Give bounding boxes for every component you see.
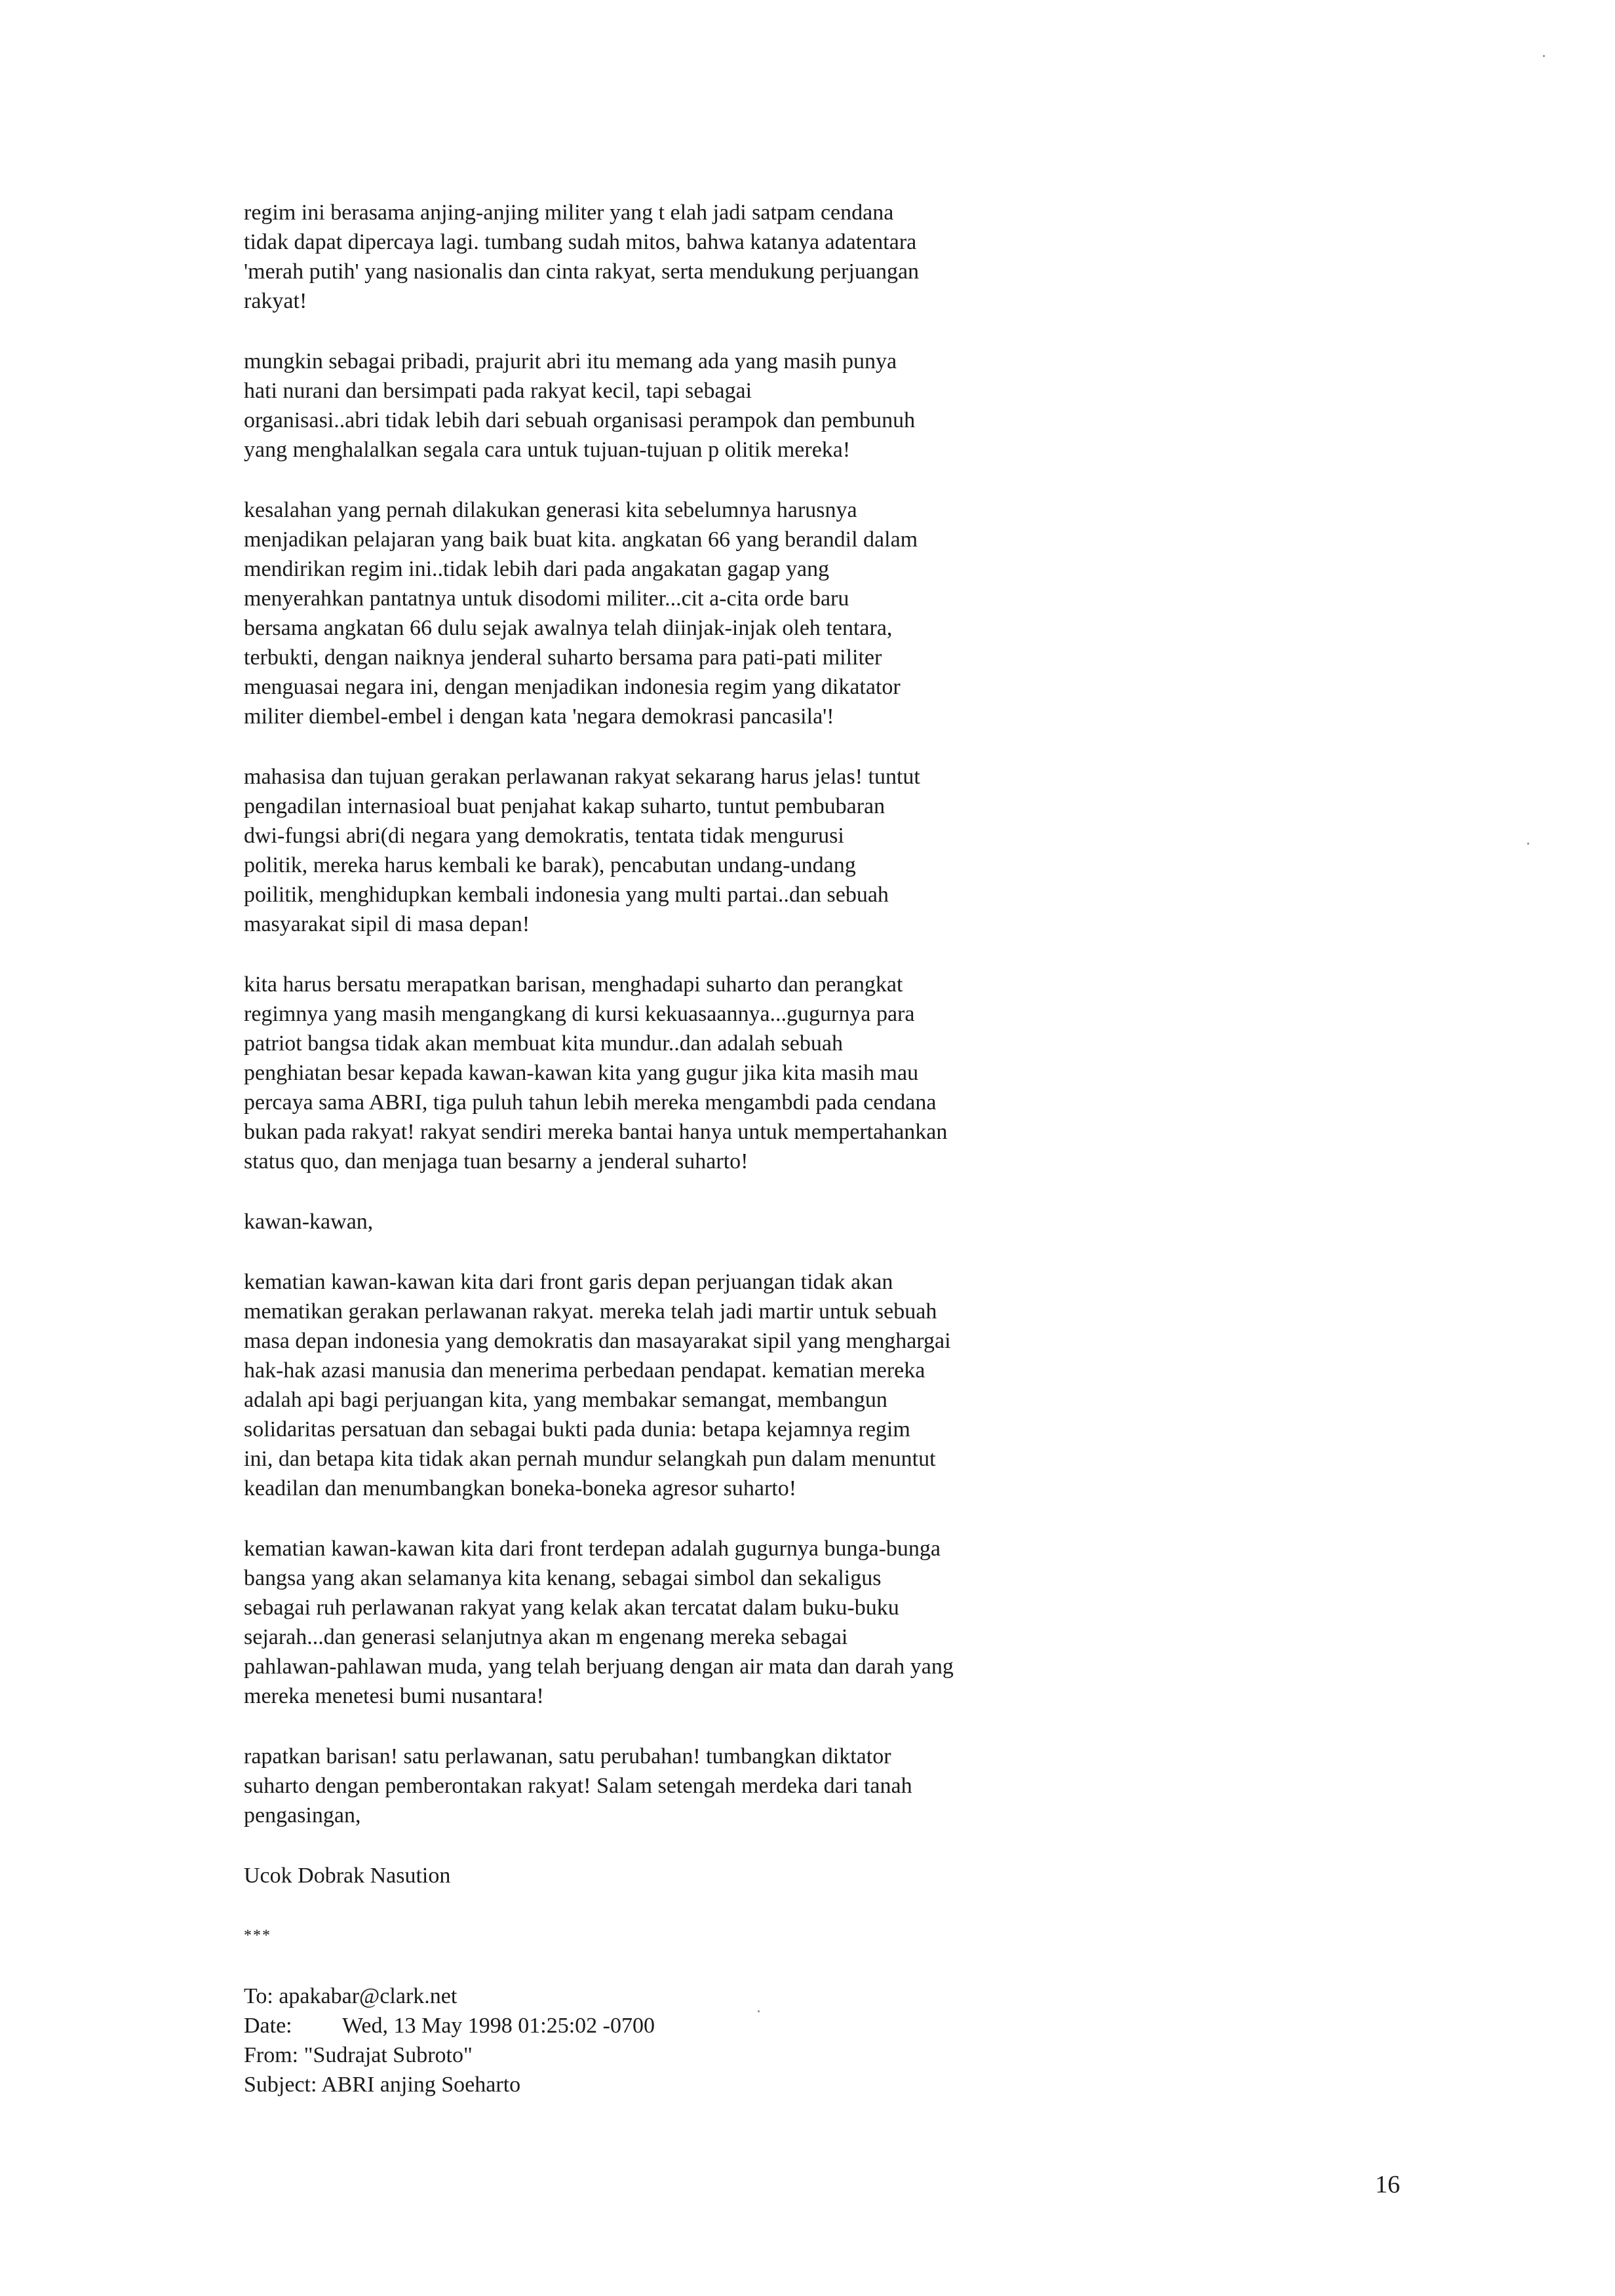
text-line: pengasingan, <box>244 1803 361 1827</box>
text-line: adalah api bagi perjuangan kita, yang membakar semangat, membangun <box>244 1388 887 1412</box>
text-line: tidak dapat dipercaya lagi. tumbang sudah mitos, bahwa katanya adatentara <box>244 230 917 254</box>
text-line: menyerahkan pantatnya untuk disodomi militer...cit a-cita orde baru <box>244 586 849 611</box>
text-line: masa depan indonesia yang demokratis dan masayarakat sipil yang menghargai <box>244 1329 951 1353</box>
text-line: kita harus bersatu merapatkan barisan, menghadapi suharto dan perangkat <box>244 972 903 997</box>
paragraph-2 <box>244 347 1096 465</box>
paragraph-1 <box>244 198 1096 316</box>
text-line: suharto dengan pemberontakan rakyat! Salam setengah merdeka dari tanah <box>244 1774 912 1798</box>
section-separator: *** <box>244 1927 271 1944</box>
text-line: ini, dan betapa kita tidak akan pernah mundur selangkah pun dalam menuntut <box>244 1447 936 1471</box>
email-subject-label: Subject: <box>244 2073 317 2097</box>
text-line: bangsa yang akan selamanya kita kenang, sebagai simbol dan sekaligus <box>244 1566 882 1590</box>
text-line: mereka menetesi bumi nusantara! <box>244 1684 544 1708</box>
text-line: regim ini berasama anjing-anjing militer yang t elah jadi satpam cendana <box>244 201 894 225</box>
text-line: sebagai ruh perlawanan rakyat yang kelak akan tercatat dalam buku-buku <box>244 1596 899 1620</box>
scan-speck <box>758 2010 760 2012</box>
text-line: dwi-fungsi abri(di negara yang demokratis, tentata tidak mengurusi <box>244 824 844 848</box>
text-line: menguasai negara ini, dengan menjadikan indonesia regim yang dikatator <box>244 675 901 699</box>
email-subject-field <box>244 2070 1096 2099</box>
text-line: penghiatan besar kepada kawan-kawan kita yang gugur jika kita masih mau <box>244 1061 919 1085</box>
paragraph-3 <box>244 495 1096 731</box>
email-to-value: apakabar@clark.net <box>279 1984 457 2008</box>
email-from-value: "Sudrajat Subroto" <box>303 2043 473 2067</box>
text-line: hati nurani dan bersimpati pada rakyat kecil, tapi sebagai <box>244 379 752 403</box>
email-date-value: Wed, 13 May 1998 01:25:02 -0700 <box>342 2014 655 2038</box>
text-line: solidaritas persatuan dan sebagai bukti pada dunia: betapa kejamnya regim <box>244 1417 910 1442</box>
text-line: politik, mereka harus kembali ke barak), pencabutan undang-undang <box>244 853 856 877</box>
paragraph-8 <box>244 1534 1096 1711</box>
email-subject-value: ABRI anjing Soeharto <box>321 2073 521 2097</box>
text-line: pengadilan internasioal buat penjahat kakap suharto, tuntut pembubaran <box>244 794 885 818</box>
text-line: bukan pada rakyat! rakyat sendiri mereka bantai hanya untuk mempertahankan <box>244 1120 948 1144</box>
text-line: hak-hak azasi manusia dan menerima perbedaan pendapat. kematian mereka <box>244 1358 925 1383</box>
paragraph-5 <box>244 970 1096 1176</box>
text-line: pahlawan-pahlawan muda, yang telah berjuang dengan air mata dan darah yang <box>244 1655 954 1679</box>
email-from-label: From: <box>244 2043 299 2067</box>
text-line: kematian kawan-kawan kita dari front garis depan perjuangan tidak akan <box>244 1270 893 1294</box>
text-line: patriot bangsa tidak akan membuat kita mundur..dan adalah sebuah <box>244 1031 843 1056</box>
text-line: rakyat! <box>244 289 307 313</box>
text-line: kesalahan yang pernah dilakukan generasi kita sebelumnya harusnya <box>244 498 857 522</box>
scan-speck <box>1527 843 1529 845</box>
text-line: status quo, dan menjaga tuan besarny a jenderal suharto! <box>244 1149 749 1174</box>
text-line: menjadikan pelajaran yang baik buat kita. angkatan 66 yang berandil dalam <box>244 527 918 552</box>
text-line: mungkin sebagai pribadi, prajurit abri itu memang ada yang masih punya <box>244 349 897 373</box>
email-date-field <box>244 2011 1096 2040</box>
paragraph-9 <box>244 1742 1096 1830</box>
text-line: masyarakat sipil di masa depan! <box>244 912 530 936</box>
scan-speck <box>1543 55 1545 57</box>
paragraph-6 <box>244 1207 1096 1236</box>
text-line: 'merah putih' yang nasionalis dan cinta rakyat, serta mendukung perjuangan <box>244 259 920 284</box>
text-line: mahasisa dan tujuan gerakan perlawanan rakyat sekarang harus jelas! tuntut <box>244 765 920 789</box>
paragraph-7 <box>244 1267 1096 1503</box>
letter-body <box>244 198 1096 2099</box>
text-line: kematian kawan-kawan kita dari front terdepan adalah gugurnya bunga-bunga <box>244 1537 941 1561</box>
paragraph-4 <box>244 762 1096 939</box>
text-line: percaya sama ABRI, tiga puluh tahun lebih mereka mengambdi pada cendana <box>244 1090 937 1115</box>
text-line: militer diembel-embel i dengan kata 'negara demokrasi pancasila'! <box>244 704 834 729</box>
text-line: keadilan dan menumbangkan boneka-boneka agresor suharto! <box>244 1476 797 1501</box>
text-line: bersama angkatan 66 dulu sejak awalnya telah diinjak-injak oleh tentara, <box>244 616 893 640</box>
text-line: mendirikan regim ini..tidak lebih dari pada angakatan gagap yang <box>244 557 830 581</box>
page-number: 16 <box>1375 2171 1400 2198</box>
email-from-field <box>244 2040 1096 2070</box>
email-header <box>244 1981 1096 2099</box>
text-line: poilitik, menghidupkan kembali indonesia yang multi partai..dan sebuah <box>244 883 889 907</box>
email-date-label: Date: <box>244 2014 292 2038</box>
signature: Ucok Dobrak Nasution <box>244 1864 451 1888</box>
text-line: sejarah...dan generasi selanjutnya akan m engenang mereka sebagai <box>244 1625 848 1649</box>
text-line: organisasi..abri tidak lebih dari sebuah organisasi perampok dan pembunuh <box>244 408 916 432</box>
text-line: regimnya yang masih mengangkang di kursi kekuasaannya...gugurnya para <box>244 1002 915 1026</box>
text-line: terbukti, dengan naiknya jenderal suharto bersama para pati-pati militer <box>244 645 882 670</box>
email-to-label: To: <box>244 1984 273 2008</box>
text-line: mematikan gerakan perlawanan rakyat. mereka telah jadi martir untuk sebuah <box>244 1299 937 1324</box>
text-line: yang menghalalkan segala cara untuk tujuan-tujuan p olitik mereka! <box>244 438 851 462</box>
email-to-field <box>244 1981 1096 2011</box>
text-line: rapatkan barisan! satu perlawanan, satu perubahan! tumbangkan diktator <box>244 1744 891 1769</box>
text-line: kawan-kawan, <box>244 1210 374 1234</box>
